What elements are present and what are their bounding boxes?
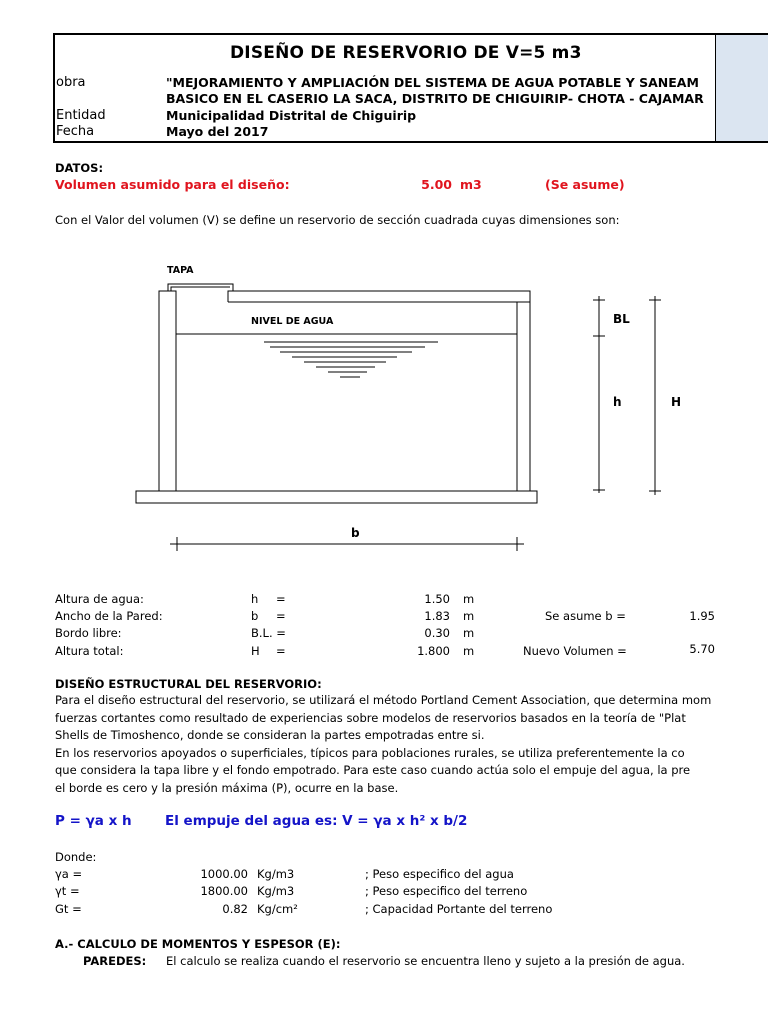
tapa-label: TAPA [167, 265, 194, 276]
volumen-value: 5.00 [421, 177, 452, 192]
left-wall [159, 291, 176, 491]
paragraph-line: Shells de Timoshenco, donde se consideran la partes empotradas entre si. [55, 728, 485, 743]
h-label: h [613, 395, 622, 409]
fecha-value: Mayo del 2017 [166, 124, 269, 139]
nivel-agua-label: NIVEL DE AGUA [251, 316, 334, 327]
obra-label: obra [56, 75, 86, 90]
page-title: DISEÑO DE RESERVORIO DE V=5 m3 [230, 43, 582, 63]
donde-value: 1000.00 [200, 867, 248, 881]
paragraph-line: que considera la tapa libre y el fondo empotrado. Para este caso cuando actúa solo el empuje del agua, la pre [55, 763, 691, 778]
b-label: b [351, 526, 360, 540]
paragraph-line: En los reservorios apoyados o superficiales, típicos para poblaciones rurales, se utiliza preferentemente la co [55, 745, 685, 760]
paredes-text: El calculo se realiza cuando el reservorio se encuentra lleno y sujeto a la presión de agua. [166, 954, 685, 968]
donde-unit: Kg/m3 [257, 884, 295, 898]
donde-symbol: γa = [55, 867, 83, 881]
reservoir-diagram [0, 250, 768, 560]
dim-label: Altura total: [55, 644, 124, 658]
obra-line2: BASICO EN EL CASERIO LA SACA, DISTRITO DE CHIGUIRIP- CHOTA - CAJAMAR [166, 91, 704, 106]
volumen-note: (Se asume) [545, 177, 625, 192]
dim-label: Bordo libre: [55, 626, 122, 640]
dim-unit: m [463, 609, 475, 623]
estructural-heading: DISEÑO ESTRUCTURAL DEL RESERVORIO: [55, 677, 322, 691]
donde-symbol: Gt = [55, 902, 82, 916]
obra-line1: "MEJORAMIENTO Y AMPLIACIÓN DEL SISTEMA DE AGUA POTABLE Y SANEAM [166, 75, 699, 90]
dim-unit: m [463, 626, 475, 640]
dim-value: 1.83 [424, 609, 450, 623]
donde-value: 0.82 [222, 902, 248, 916]
dim-symbol: H [251, 644, 260, 658]
donde-unit: Kg/m3 [257, 867, 295, 881]
asume-b-value: 1.95 [689, 609, 715, 623]
entidad-value: Municipalidad Distrital de Chiguirip [166, 108, 417, 123]
bl-label: BL [613, 312, 630, 326]
dim-eq: = [276, 644, 286, 658]
donde-desc: ; Capacidad Portante del terreno [365, 902, 553, 916]
paragraph-line: Para el diseño estructural del reservorio, se utilizará el método Portland Cement Association, que determina mom [55, 693, 712, 707]
paredes-label: PAREDES: [83, 954, 147, 968]
donde-desc: ; Peso especifico del agua [365, 867, 514, 881]
donde-unit: Kg/cm² [257, 902, 298, 916]
donde-label: Donde: [55, 850, 97, 864]
fecha-label: Fecha [56, 124, 95, 139]
formula-empuje: El empuje del agua es: V = γa x h² x b/2 [165, 813, 468, 829]
header-divider [715, 33, 716, 143]
donde-value: 1800.00 [200, 884, 248, 898]
estructural-paragraph [55, 693, 716, 799]
donde-desc: ; Peso especifico del terreno [365, 884, 528, 898]
paragraph-line: el borde es cero y la presión máxima (P), ocurre en la base. [55, 780, 399, 795]
dim-symbol: b [251, 609, 259, 623]
dim-value: 0.30 [424, 626, 450, 640]
dim-label: Altura de agua: [55, 592, 144, 606]
roof-slab [228, 291, 530, 302]
dim-eq: = [276, 609, 286, 623]
donde-symbol: γt = [55, 884, 80, 898]
paragraph-line: fuerzas cortantes como resultado de experiencias sobre modelos de reservorios basados en la teoría de "Plat [55, 710, 686, 725]
entidad-label: Entidad [56, 108, 106, 123]
right-wall [517, 302, 530, 491]
base-slab [136, 491, 537, 503]
seccion-a-heading: A.- CALCULO DE MOMENTOS Y ESPESOR (E): [55, 937, 341, 951]
volumen-label: Volumen asumido para el diseño: [55, 177, 290, 192]
datos-heading: DATOS: [55, 161, 104, 175]
dim-label: Ancho de la Pared: [55, 609, 163, 623]
asume-b-label: Se asume b = [545, 609, 626, 623]
dim-value: 1.800 [417, 644, 450, 658]
nuevo-volumen-label: Nuevo Volumen = [523, 644, 627, 658]
dim-unit: m [463, 644, 475, 658]
dim-symbol: B.L. = [251, 626, 286, 640]
dim-eq: = [276, 592, 286, 606]
H-label: H [671, 395, 682, 409]
intro-text: Con el Valor del volumen (V) se define un reservorio de sección cuadrada cuyas dimensiones son: [55, 213, 620, 227]
dim-symbol: h [251, 592, 259, 606]
dim-unit: m [463, 592, 475, 606]
nuevo-volumen-value: 5.70 [689, 642, 715, 656]
formula-p: P = γa x h [55, 813, 132, 829]
volumen-unit: m3 [460, 177, 482, 192]
dim-value: 1.50 [424, 592, 450, 606]
